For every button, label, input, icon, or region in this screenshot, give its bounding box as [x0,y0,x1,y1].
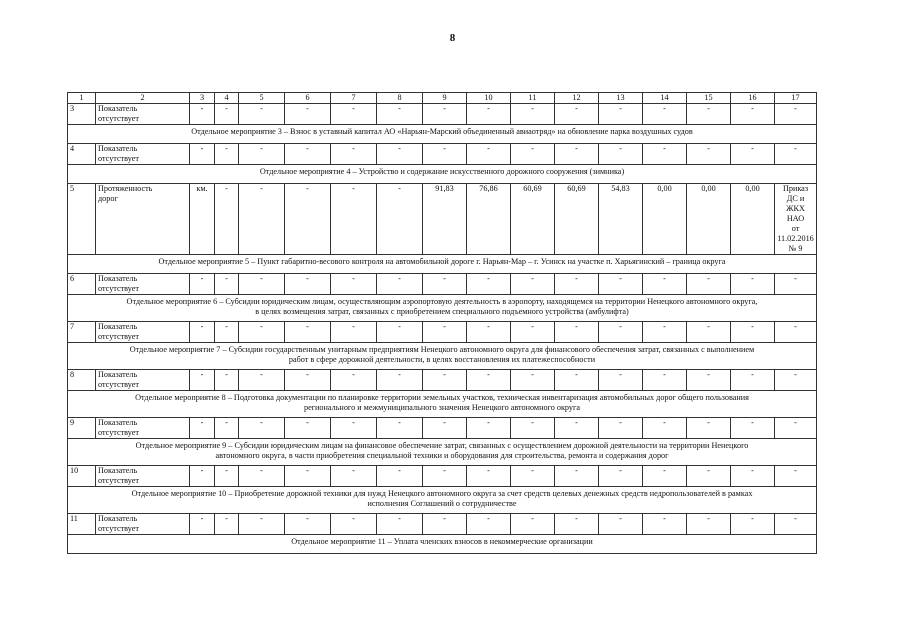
value-cell: - [190,274,215,295]
header-cell: 14 [643,93,687,104]
value-cell: - [467,514,511,535]
value-cell: - [599,274,643,295]
value-cell: - [511,466,555,487]
indicator-name-line: отсутствует [98,154,139,163]
value-cell: - [643,144,687,165]
value-cell: - [285,274,331,295]
header-cell: 3 [190,93,215,104]
value-cell: - [190,418,215,439]
value-cell: - [239,466,285,487]
value-cell: - [331,418,377,439]
value-cell: - [731,322,775,343]
value-cell: - [555,144,599,165]
indicator-name [96,144,190,165]
value-cell: - [377,418,423,439]
indicator-name-line: Показатель [98,466,138,475]
value-cell: 76,86 [467,184,511,255]
value-cell: - [555,370,599,391]
header-cell: 6 [285,93,331,104]
indicator-name-line: дорог [98,194,118,203]
value-cell: - [555,514,599,535]
value-cell: - [215,418,239,439]
value-cell: - [511,514,555,535]
event-title-line: Отдельное мероприятие 7 – Субсидии государственным унитарным предприятиям Ненецкого автономного округа для финансового обеспечения затрат, связанных с выполнением [129,345,755,354]
event-title-line: автономного округа, в части приобретения специальной техники и оборудования для строительства, ремонта и содержания дорог [215,451,669,460]
value-cell: - [687,370,731,391]
row-number: 7 [68,322,96,343]
indicator-name [96,322,190,343]
value-cell: - [215,514,239,535]
row-number: 10 [68,466,96,487]
header-cell: 9 [423,93,467,104]
value-cell: - [377,466,423,487]
value-cell: - [599,514,643,535]
indicator-name-line: отсутствует [98,380,139,389]
source-line: НАО [786,214,805,223]
row-number: 8 [68,370,96,391]
indicator-name-line: Показатель [98,144,138,153]
source-line: Приказ [782,184,809,193]
header-cell: 13 [599,93,643,104]
value-cell: - [215,144,239,165]
value-cell: - [467,370,511,391]
value-cell: - [555,418,599,439]
event-title-line: Отдельное мероприятие 6 – Субсидии юридическим лицам, осуществляющим аэропортовую деятельность в аэропорту, находящемся на территории Ненецкого автономного округа, [126,297,758,306]
value-cell: - [467,466,511,487]
value-cell: - [467,418,511,439]
indicator-name-line: отсутствует [98,428,139,437]
table-row [68,322,817,343]
value-cell: - [643,104,687,125]
value-cell: - [731,514,775,535]
row-number: 5 [68,184,96,255]
indicator-name-line: Показатель [98,370,138,379]
value-cell: - [511,104,555,125]
header-row [68,93,817,104]
event-row [68,165,817,184]
event-title [68,535,817,554]
value-cell: - [687,514,731,535]
source-line: ДС и ЖКХ [786,194,805,213]
table-row [68,418,817,439]
value-cell: - [687,144,731,165]
header-cell: 10 [467,93,511,104]
value-cell: - [467,144,511,165]
value-cell: - [731,466,775,487]
value-cell: - [285,104,331,125]
header-cell: 17 [775,93,817,104]
value-cell: - [731,104,775,125]
row-number: 9 [68,418,96,439]
indicator-name-line: отсутствует [98,332,139,341]
value-cell: - [215,370,239,391]
value-cell: - [643,466,687,487]
value-cell: - [239,144,285,165]
value-cell: - [687,274,731,295]
indicator-name [96,184,190,255]
indicator-name-line: Показатель [98,104,138,113]
event-title-line: в целях возмещения затрат, связанных с приобретением специального подъемного устройства (амбулифта) [255,307,629,316]
table-row [68,274,817,295]
event-title-line: регионального и межмуниципального значения Ненецкого автономного округа [303,403,581,412]
value-cell: 54,83 [599,184,643,255]
header-cell: 11 [511,93,555,104]
page-number: 8 [449,32,456,44]
value-cell: - [731,370,775,391]
table-row [68,104,817,125]
value-cell: 91,83 [423,184,467,255]
row-number: 11 [68,514,96,535]
value-cell: км. [190,184,215,255]
row-number: 3 [68,104,96,125]
value-cell: - [687,322,731,343]
event-title-line: Отдельное мероприятие 3 – Взнос в уставный капитал АО «Нарьян-Марский объединенный авиаотряд» на обновление парка воздушных судов [191,127,693,136]
value-cell: - [377,184,423,255]
event-title-line: Отдельное мероприятие 5 – Пункт габаритно-весового контроля на автомобильной дороге г. Нарьян-Мар – г. Усинск на участке п. Харьягинский – граница округа [158,257,726,266]
value-cell: - [775,418,817,439]
value-cell: - [285,466,331,487]
value-cell: - [377,514,423,535]
indicator-name-line: отсутствует [98,114,139,123]
value-cell: - [775,104,817,125]
event-title [68,487,817,514]
value-cell: - [239,184,285,255]
value-cell: - [377,322,423,343]
indicator-name [96,418,190,439]
value-cell: - [190,370,215,391]
indicator-name [96,466,190,487]
value-cell: - [285,322,331,343]
value-cell: - [599,104,643,125]
value-cell: - [331,514,377,535]
value-cell: - [423,274,467,295]
value-cell: - [377,104,423,125]
value-cell: - [599,466,643,487]
value-cell: - [331,466,377,487]
event-row [68,487,817,514]
event-title-line: Отдельное мероприятие 11 – Уплата членских взносов в некоммерческие организации [291,537,593,546]
event-row [68,255,817,274]
value-cell: - [239,322,285,343]
value-cell: - [423,370,467,391]
value-cell: - [377,370,423,391]
value-cell: 0,00 [643,184,687,255]
value-cell: - [285,144,331,165]
event-row [68,391,817,418]
value-cell: - [239,370,285,391]
value-cell: - [423,104,467,125]
header-cell: 7 [331,93,377,104]
value-cell: - [643,322,687,343]
indicator-name-line: отсутствует [98,476,139,485]
value-cell: - [331,144,377,165]
event-title [68,343,817,370]
value-cell: - [775,370,817,391]
header-cell: 15 [687,93,731,104]
value-cell: - [775,466,817,487]
indicator-name [96,370,190,391]
value-cell: - [775,514,817,535]
value-cell: - [423,322,467,343]
value-cell: - [215,274,239,295]
event-row [68,295,817,322]
table-row [68,370,817,391]
row-number: 6 [68,274,96,295]
event-title-line: Отдельное мероприятие 8 – Подготовка документации по планировке территории земельных участков, техническая инвентаризация автомобильных дорог общего пользования [135,393,749,402]
source-cell [775,184,817,255]
value-cell: - [511,144,555,165]
value-cell: - [731,418,775,439]
value-cell: - [239,274,285,295]
event-row [68,439,817,466]
header-cell: 12 [555,93,599,104]
value-cell: - [215,466,239,487]
value-cell: - [687,104,731,125]
value-cell: - [285,514,331,535]
value-cell: - [687,466,731,487]
value-cell: - [239,104,285,125]
value-cell: - [331,274,377,295]
event-row [68,535,817,554]
value-cell: - [555,104,599,125]
indicator-name [96,274,190,295]
value-cell: - [643,274,687,295]
value-cell: - [190,104,215,125]
value-cell: - [331,370,377,391]
event-title-line: работ в сфере дорожной деятельности, в целях восстановления их платежеспособности [288,355,596,364]
row-number: 4 [68,144,96,165]
value-cell: - [731,144,775,165]
header-cell: 8 [377,93,423,104]
value-cell: 0,00 [731,184,775,255]
value-cell: - [555,466,599,487]
indicator-name-line: отсутствует [98,284,139,293]
header-cell: 1 [68,93,96,104]
event-title-line: Отдельное мероприятие 9 – Субсидии юридическим лицам на финансовое обеспечение затрат, связанных с осуществлением дорожной деятельности на территории Ненецкого [135,441,749,450]
event-title [68,439,817,466]
value-cell: 60,69 [555,184,599,255]
indicators-table [67,92,817,554]
header-cell: 4 [215,93,239,104]
indicator-name-line: отсутствует [98,524,139,533]
value-cell: - [377,274,423,295]
value-cell: - [643,370,687,391]
value-cell: - [467,322,511,343]
value-cell: - [190,144,215,165]
indicator-name-line: Показатель [98,274,138,283]
value-cell: - [215,322,239,343]
event-title [68,125,817,144]
value-cell: - [555,322,599,343]
table-row [68,184,817,255]
event-title [68,255,817,274]
value-cell: - [775,274,817,295]
indicator-name-line: Показатель [98,322,138,331]
value-cell: 60,69 [511,184,555,255]
value-cell: - [377,144,423,165]
event-title [68,391,817,418]
header-cell: 2 [96,93,190,104]
value-cell: 0,00 [687,184,731,255]
value-cell: - [555,274,599,295]
indicator-name [96,514,190,535]
indicator-name-line: Показатель [98,418,138,427]
value-cell: - [239,418,285,439]
value-cell: - [731,274,775,295]
event-title-line: Отдельное мероприятие 4 – Устройство и содержание искусственного дорожного сооружения (зимника) [259,167,625,176]
value-cell: - [511,274,555,295]
value-cell: - [599,144,643,165]
indicator-name-line: Протяженность [98,184,153,193]
value-cell: - [643,514,687,535]
indicator-name [96,104,190,125]
value-cell: - [511,370,555,391]
value-cell: - [643,418,687,439]
indicator-name-line: Показатель [98,514,138,523]
value-cell: - [599,322,643,343]
event-row [68,343,817,370]
event-title [68,295,817,322]
header-cell: 5 [239,93,285,104]
value-cell: - [190,514,215,535]
value-cell: - [215,104,239,125]
event-title-line: исполнения Соглашений о сотрудничестве [367,499,517,508]
value-cell: - [423,418,467,439]
value-cell: - [331,322,377,343]
value-cell: - [190,466,215,487]
value-cell: - [687,418,731,439]
value-cell: - [467,274,511,295]
value-cell: - [423,514,467,535]
value-cell: - [467,104,511,125]
value-cell: - [511,322,555,343]
event-title [68,165,817,184]
value-cell: - [599,370,643,391]
value-cell: - [599,418,643,439]
value-cell: - [423,466,467,487]
header-cell: 16 [731,93,775,104]
source-line: от 11.02.2016 [777,224,814,243]
source-line: № 9 [788,244,803,253]
value-cell: - [285,184,331,255]
value-cell: - [215,184,239,255]
value-cell: - [775,322,817,343]
table-row [68,144,817,165]
value-cell: - [331,104,377,125]
value-cell: - [331,184,377,255]
event-row [68,125,817,144]
value-cell: - [239,514,285,535]
table-row [68,466,817,487]
table-row [68,514,817,535]
value-cell: - [285,418,331,439]
value-cell: - [423,144,467,165]
value-cell: - [775,144,817,165]
value-cell: - [285,370,331,391]
value-cell: - [511,418,555,439]
value-cell: - [190,322,215,343]
event-title-line: Отдельное мероприятие 10 – Приобретение дорожной техники для нужд Ненецкого автономного округа за счет средств целевых денежных средств недропользователей в рамках [131,489,753,498]
